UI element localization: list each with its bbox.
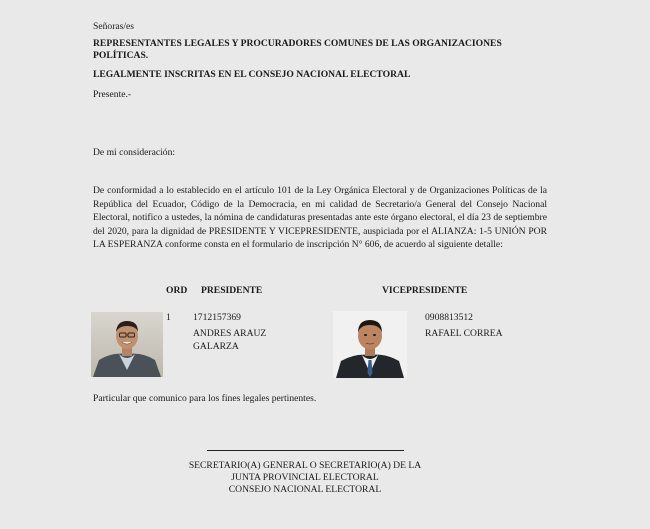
- president-name-line-2: GALARZA: [193, 341, 239, 352]
- header-vicepresident: VICEPRESIDENTE: [382, 285, 468, 296]
- signature-line: [207, 450, 404, 451]
- header-ord: ORD: [166, 285, 188, 296]
- presente: Presente.-: [93, 89, 132, 100]
- greeting: De mi consideración:: [93, 147, 176, 158]
- president-photo: [91, 312, 163, 377]
- vicepresident-photo: [333, 311, 407, 378]
- president-name-line-1: ANDRES ARAUZ: [193, 328, 267, 339]
- president-id: 1712157369: [193, 312, 241, 323]
- vicepresident-name: RAFAEL CORREA: [425, 328, 503, 339]
- addressee-line-2: POLÍTICAS.: [93, 50, 149, 61]
- row-ord: 1: [166, 312, 171, 323]
- salutation: Señoras/es: [93, 21, 135, 32]
- vicepresident-id: 0908813512: [425, 312, 473, 323]
- addressee-line-3: LEGALMENTE INSCRITAS EN EL CONSEJO NACIONAL ELECTORAL: [93, 69, 411, 80]
- closing-text: Particular que comunico para los fines legales pertinentes.: [93, 393, 317, 404]
- addressee-line-1: REPRESENTANTES LEGALES Y PROCURADORES COMUNES DE LAS ORGANIZACIONES: [93, 38, 502, 49]
- signature-line-3: CONSEJO NACIONAL ELECTORAL: [228, 484, 382, 495]
- header-president: PRESIDENTE: [201, 285, 263, 296]
- signature-line-2: JUNTA PROVINCIAL ELECTORAL: [231, 472, 379, 483]
- signature-line-1: SECRETARIO(A) GENERAL O SECRETARIO(A) DE LA: [188, 460, 422, 471]
- body-paragraph: De conformidad a lo establecido en el artículo 101 de la Ley Orgánica Electoral y de Organizaciones Políticas de la República del Ecuador, Código de la Democracia, en mi calidad de Secretario/a General del Consejo Nacional Electoral, notifico a ustedes, la nómina de candidaturas presentadas ante este órgano electoral, el día 23 de septiembre del 2020, para la dignidad de PRESIDENTE Y VICEPRESIDENTE, auspiciada por el ALIANZA: 1-5 UNIÓN POR LA ESPERANZA conforme consta en el formulario de inscripción N° 606, de acuerdo al siguiente detalle:: [93, 185, 547, 251]
